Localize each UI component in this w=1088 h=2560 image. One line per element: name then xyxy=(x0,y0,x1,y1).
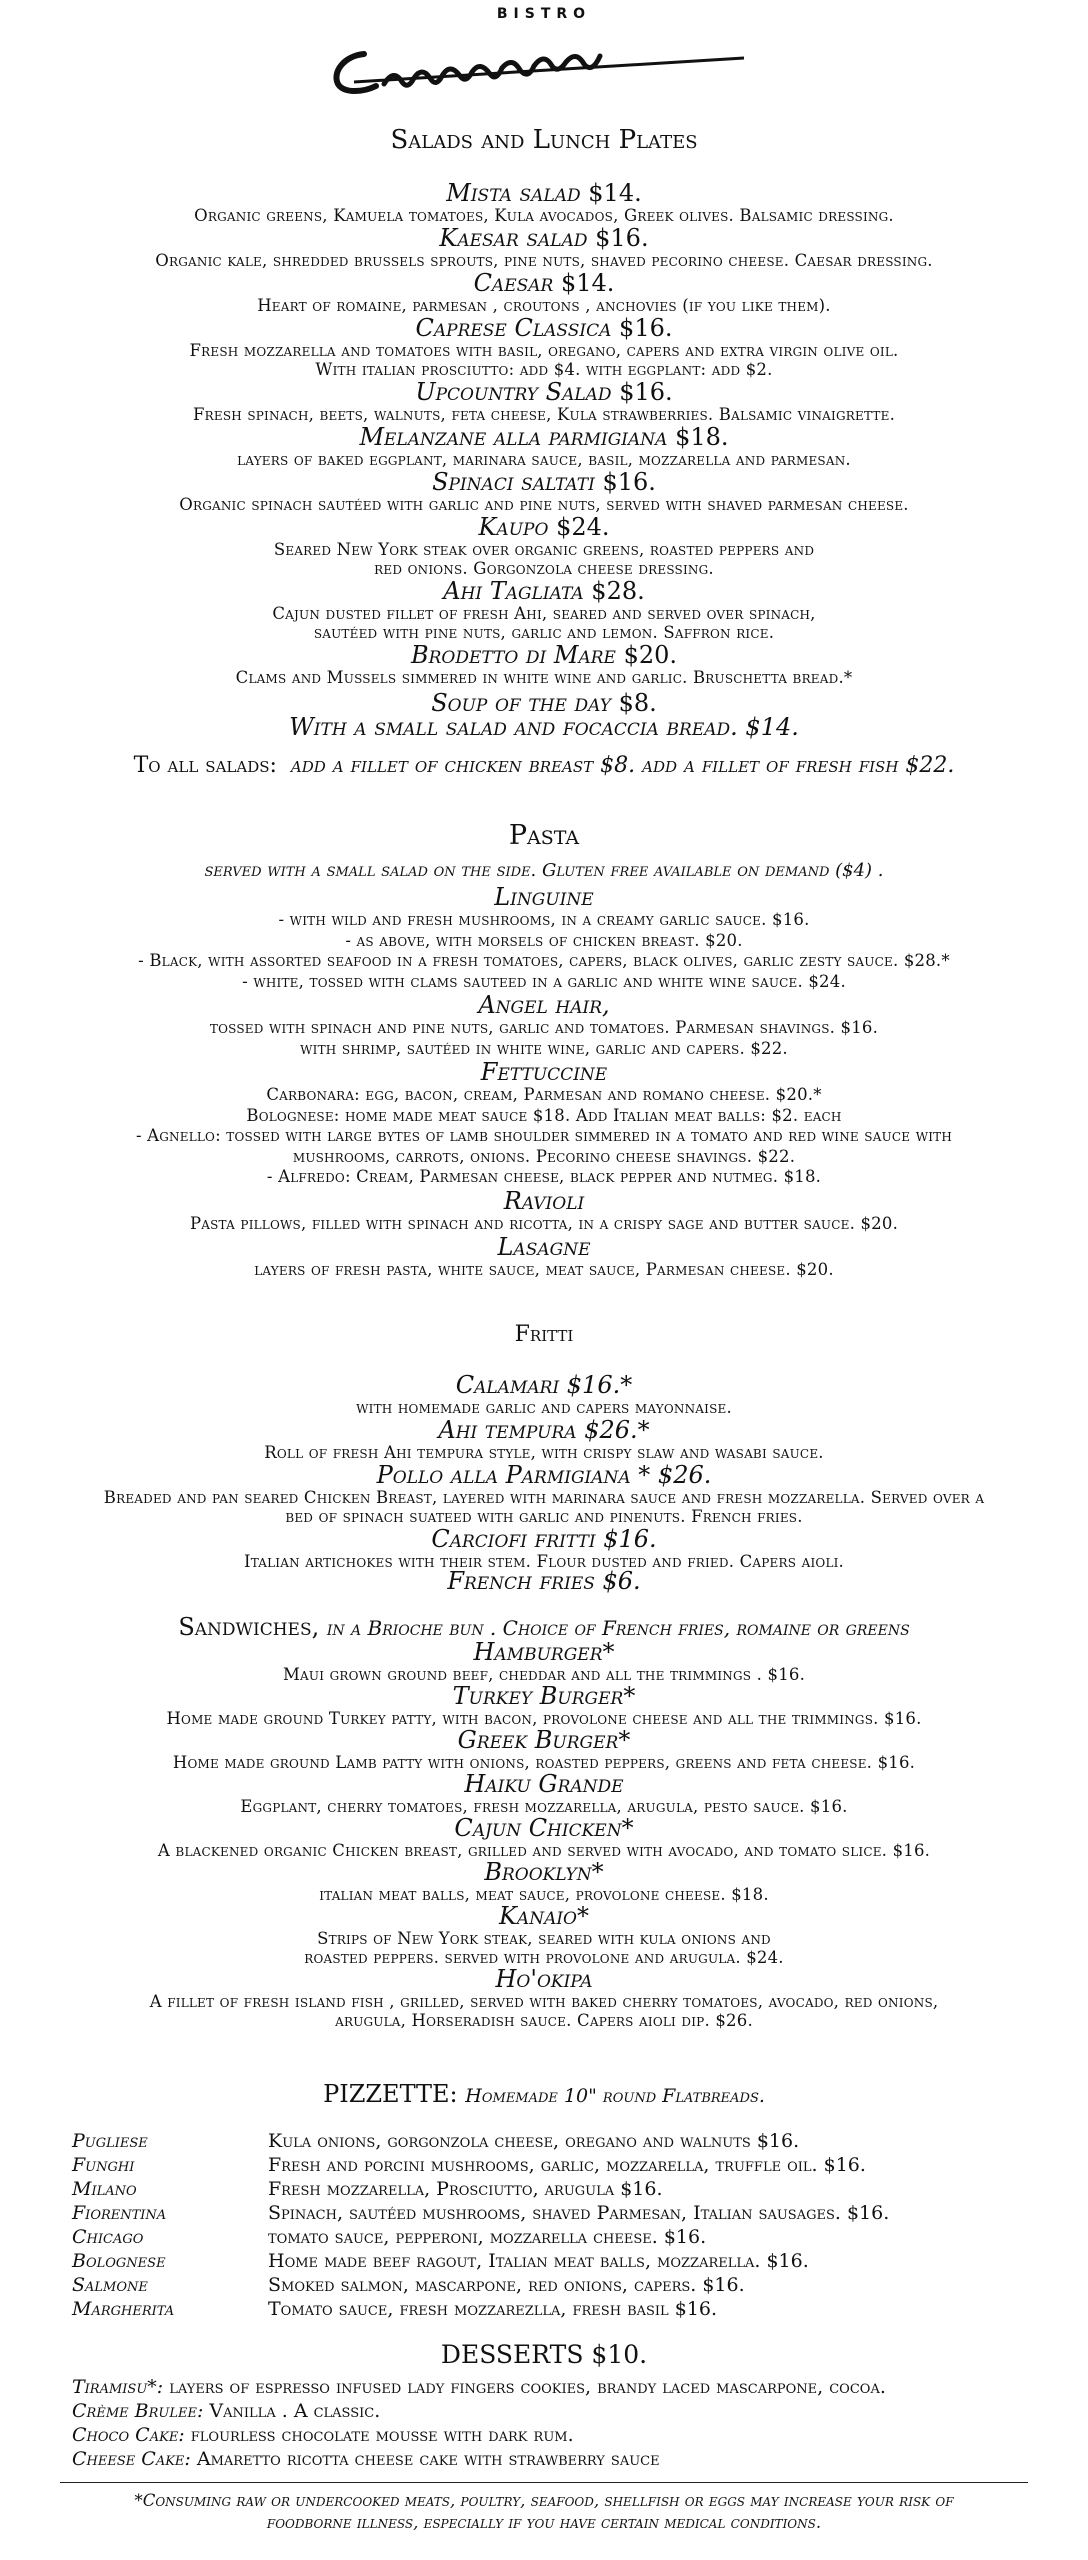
fritti-item-desc: with homemade garlic and capers mayonnaise. xyxy=(356,1398,732,1417)
pizzetta-name: Bolognese xyxy=(72,2250,166,2272)
salad-item-desc: Fresh mozzarella and tomatoes with basil, oregano, capers and extra virgin olive oil. xyxy=(189,341,899,360)
sandwich-item-desc: Home made ground Lamb patty with onions, roasted peppers, greens and feta cheese. $16. xyxy=(172,1753,916,1772)
salads-list xyxy=(0,180,1088,687)
salads-section-title: Salads and Lunch Plates xyxy=(390,125,698,155)
salad-item-name: Kaupo xyxy=(478,513,549,541)
sandwich-item-desc: A fillet of fresh island fish , grilled, served with baked cherry tomatoes, avocado, red onions, xyxy=(149,1992,939,2011)
sandwich-item-title: Kanaio* xyxy=(498,1902,589,1930)
sandwich-item-desc: A blackened organic Chicken breast, grilled and served with avocado, and tomato slice. $16. xyxy=(157,1841,931,1860)
pasta-item-desc: tossed with spinach and pine nuts, garlic and tomatoes. Parmesan shavings. $16. xyxy=(209,1018,879,1037)
pasta-item-desc: - Alfredo: Cream, Parmesan cheese, black pepper and nutmeg. $18. xyxy=(266,1167,822,1186)
french-fries: French fries $6. xyxy=(447,1567,641,1595)
salad-item-title xyxy=(0,642,1088,668)
sandwich-item-title: Cajun Chicken* xyxy=(454,1814,634,1842)
brand-top-text: BISTRO xyxy=(496,6,592,22)
pasta-item-title: Angel hair, xyxy=(478,991,610,1019)
pizzetta-row xyxy=(72,2178,1072,2202)
dessert-row xyxy=(72,2400,1072,2422)
salad-item-desc: Cajun dusted fillet of fresh Ahi, seared and served over spinach, xyxy=(272,604,816,623)
salad-item-name: Upcountry Salad xyxy=(415,378,612,406)
dessert-desc: Amaretto ricotta cheese cake with strawberry sauce xyxy=(190,2448,660,2470)
pasta-item-title: Lasagne xyxy=(497,1233,591,1261)
pasta-list xyxy=(0,884,1088,1281)
pizzette-header: PIZZETTE: Homemade 10" round Flatbreads. xyxy=(323,2080,765,2108)
pasta-item-desc: Bolognese: home made meat sauce $18. Add Italian meat balls: $2. each xyxy=(246,1105,842,1125)
sandwich-item-desc: arugula, Horseradish sauce. Capers aioli dip. $26. xyxy=(335,2011,753,2030)
pizzetta-name: Fiorentina xyxy=(72,2202,167,2224)
pizzetta-name: Salmone xyxy=(72,2274,148,2296)
salad-item-title xyxy=(0,379,1088,405)
salad-item-name: Mista salad xyxy=(446,179,581,207)
fritti-section-title: Fritti xyxy=(514,1322,574,1347)
fritti-item-desc: Breaded and pan seared Chicken Breast, layered with marinara sauce and fresh mozzarella. Served over a xyxy=(103,1488,985,1507)
pizzetta-desc: Tomato sauce, fresh mozzarezlla, fresh basil $16. xyxy=(268,2298,718,2320)
fritti-item-title: Ahi tempura $26.* xyxy=(438,1416,650,1444)
fritti-list xyxy=(0,1372,1088,1571)
salad-item-price: $18. xyxy=(675,423,729,451)
dessert-row xyxy=(72,2424,1072,2446)
pizzetta-row xyxy=(72,2226,1072,2250)
sandwich-item-title: Hamburger* xyxy=(473,1638,615,1666)
dessert-row xyxy=(72,2448,1072,2470)
salad-item-desc: With italian prosciutto: add $4. with eggplant: add $2. xyxy=(315,360,773,379)
casanova-logo xyxy=(324,34,764,104)
sandwiches-header: Sandwiches, in a Brioche bun . Choice of French fries, romaine or greens xyxy=(178,1613,910,1641)
pizzetta-name: Funghi xyxy=(72,2154,135,2176)
pizzetta-desc: Fresh mozzarella, Prosciutto, arugula $16. xyxy=(268,2178,663,2200)
pizzetta-row xyxy=(72,2202,1072,2226)
pasta-item-title: Fettuccine xyxy=(480,1058,608,1086)
pasta-item-desc: - Black, with assorted seafood in a fresh tomatoes, capers, black olives, garlic zesty sauce. $28.* xyxy=(138,951,950,970)
dessert-desc: layers of espresso infused lady fingers cookies, brandy laced mascarpone, cocoa. xyxy=(163,2376,886,2398)
salad-item-desc: red onions. Gorgonzola cheese dressing. xyxy=(374,559,714,578)
sandwich-item-title: Greek Burger* xyxy=(457,1726,631,1754)
salad-item-desc: Fresh spinach, beets, walnuts, feta cheese, Kula strawberries. Balsamic vinaigrette. xyxy=(192,405,896,424)
sandwich-item-desc: Home made ground Turkey patty, with bacon, provolone cheese and all the trimmings. $16. xyxy=(166,1709,922,1728)
sandwich-item-desc: italian meat balls, meat sauce, provolone cheese. $18. xyxy=(319,1885,769,1904)
pasta-item-desc: - as above, with morsels of chicken breast. $20. xyxy=(345,930,743,950)
salad-item-name: Brodetto di Mare xyxy=(410,641,616,669)
dessert-row xyxy=(72,2376,1072,2398)
salad-item-price: $16. xyxy=(619,314,673,342)
sandwich-item-desc: Strips of New York steak, seared with kula onions and xyxy=(317,1929,771,1948)
pizzetta-desc: Kula onions, gorgonzola cheese, oregano and walnuts $16. xyxy=(268,2130,800,2152)
salad-item-price: $28. xyxy=(591,577,645,605)
salad-item-desc: Heart of romaine, parmesan , croutons , anchovies (if you like them). xyxy=(257,296,831,315)
sandwich-item-title: Turkey Burger* xyxy=(452,1682,636,1710)
pizzetta-name: Pugliese xyxy=(72,2130,148,2152)
pizzetta-name: Chicago xyxy=(72,2226,144,2248)
salad-item-title xyxy=(0,225,1088,251)
pizzetta-row xyxy=(72,2274,1072,2298)
salad-item-title xyxy=(0,424,1088,450)
pizzetta-desc: Spinach, sautéed mushrooms, shaved Parmesan, Italian sausages. $16. xyxy=(268,2202,890,2224)
salad-item-title xyxy=(0,469,1088,495)
pasta-item-title: Ravioli xyxy=(503,1186,585,1215)
pasta-item-desc: - with wild and fresh mushrooms, in a creamy garlic sauce. $16. xyxy=(278,910,810,929)
salad-item-desc: Organic greens, Kamuela tomatoes, Kula avocados, Greek olives. Balsamic dressing. xyxy=(194,206,894,225)
salad-item-title xyxy=(0,578,1088,604)
salad-item-desc: Clams and Mussels simmered in white wine and garlic. Bruschetta bread.* xyxy=(235,668,853,687)
pasta-item-desc: Carbonara: egg, bacon, cream, Parmesan and romano cheese. $20.* xyxy=(266,1085,822,1104)
fritti-item-title: Pollo alla Parmigiana * $26. xyxy=(376,1461,712,1489)
salad-item-price: $14. xyxy=(560,269,615,297)
pasta-item-desc: - Agnello: tossed with large bytes of lamb shoulder simmered in a tomato and red wine sauce with xyxy=(135,1126,953,1145)
salad-item-price: $24. xyxy=(556,513,610,541)
pizzetta-name: Milano xyxy=(72,2178,137,2200)
pasta-item-title: Linguine xyxy=(494,883,594,911)
sandwich-item-title: Ho'okipa xyxy=(495,1965,593,1993)
pizzetta-name: Margherita xyxy=(72,2298,175,2320)
dessert-desc: flourless chocolate mousse with dark rum. xyxy=(184,2424,574,2446)
salad-item-title xyxy=(0,270,1088,296)
dessert-desc: Vanilla . A classic. xyxy=(203,2400,381,2422)
soup-line2: With a small salad and focaccia bread. $14. xyxy=(289,713,799,741)
pizzetta-desc: tomato sauce, pepperoni, mozzarella cheese. $16. xyxy=(268,2226,707,2248)
soup-title: Soup of the day $8. xyxy=(431,689,657,717)
footer-line1: *Consuming raw or undercooked meats, poultry, seafood, shellfish or eggs may increase your risk of xyxy=(134,2491,954,2510)
pasta-item-desc: with shrimp, sautéed in white wine, garlic and capers. $22. xyxy=(300,1038,788,1058)
salad-item-price: $16. xyxy=(602,468,656,496)
fritti-item-desc: bed of spinach suateed with garlic and pinenuts. French fries. xyxy=(285,1507,803,1526)
pizzetta-desc: Fresh and porcini mushrooms, garlic, mozzarella, truffle oil. $16. xyxy=(268,2154,866,2176)
salad-item-name: Caprese Classica xyxy=(415,314,612,342)
fritti-item-desc: Italian artichokes with their stem. Flour dusted and fried. Capers aioli. xyxy=(243,1552,845,1571)
salad-item-desc: layers of baked eggplant, marinara sauce, basil, mozzarella and parmesan. xyxy=(237,450,851,469)
salad-item-desc: sautéed with pine nuts, garlic and lemon. Saffron rice. xyxy=(313,623,775,642)
salad-item-name: Kaesar salad xyxy=(439,224,588,252)
to-all-salads: To all salads: add a fillet of chicken breast $8. add a fillet of fresh fish $22. xyxy=(133,753,955,778)
salad-item-title xyxy=(0,514,1088,540)
pizzetta-desc: Smoked salmon, mascarpone, red onions, capers. $16. xyxy=(268,2274,745,2296)
salad-item-name: Spinaci saltati xyxy=(432,468,595,496)
pasta-item-desc: - white, tossed with clams sauteed in a garlic and white wine sauce. $24. xyxy=(242,971,846,991)
pasta-item-desc: layers of fresh pasta, white sauce, meat sauce, Parmesan cheese. $20. xyxy=(254,1260,834,1279)
sandwich-item-desc: Maui grown ground beef, cheddar and all the trimmings . $16. xyxy=(282,1665,806,1684)
pizzetta-row xyxy=(72,2298,1072,2322)
pizzetta-desc: Home made beef ragout, Italian meat balls, mozzarella. $16. xyxy=(268,2250,809,2272)
sandwich-item-desc: Eggplant, cherry tomatoes, fresh mozzarella, arugula, pesto sauce. $16. xyxy=(240,1797,848,1816)
salad-item-price: $14. xyxy=(588,179,642,207)
salad-item-desc: Seared New York steak over organic greens, roasted peppers and xyxy=(273,540,815,559)
sandwich-item-desc: roasted peppers. served with provolone and arugula. $24. xyxy=(304,1948,784,1967)
pasta-item-desc: Pasta pillows, filled with spinach and ricotta, in a crispy sage and butter sauce. $20. xyxy=(189,1213,899,1233)
pasta-subtitle: served with a small salad on the side. Gluten free available on demand ($4) . xyxy=(204,860,884,881)
pasta-item-desc: mushrooms, carrots, onions. Pecorino cheese shavings. $22. xyxy=(292,1146,796,1166)
pizzetta-row xyxy=(72,2130,1072,2154)
salad-item-price: $16. xyxy=(619,378,673,406)
dessert-name: Tiramisu*: xyxy=(72,2376,164,2398)
pizzetta-row xyxy=(72,2250,1072,2274)
salad-item-name: Melanzane alla parmigiana xyxy=(359,423,668,451)
fritti-item-desc: Roll of fresh Ahi tempura style, with crispy slaw and wasabi sauce. xyxy=(264,1443,824,1462)
footer-line2: foodborne illness, especially if you have certain medical conditions. xyxy=(266,2513,822,2532)
dessert-name: Crème Brulee: xyxy=(72,2400,204,2422)
salad-item-price: $20. xyxy=(623,641,678,669)
desserts-title: DESSERTS $10. xyxy=(440,2340,648,2369)
sandwich-item-title: Brooklyn* xyxy=(484,1858,604,1886)
salad-item-title xyxy=(0,315,1088,341)
salad-item-desc: Organic kale, shredded brussels sprouts, pine nuts, shaved pecorino cheese. Caesar dressing. xyxy=(155,251,933,270)
salad-item-price: $16. xyxy=(595,224,649,252)
salad-item-name: Caesar xyxy=(473,269,554,297)
fritti-item-title: Carciofi fritti $16. xyxy=(431,1525,657,1553)
dessert-name: Cheese Cake: xyxy=(72,2448,191,2470)
sandwich-item-title: Haiku Grande xyxy=(464,1770,624,1798)
salad-item-title xyxy=(0,180,1088,206)
salad-item-desc: Organic spinach sautéed with garlic and pine nuts, served with shaved parmesan cheese. xyxy=(179,495,909,514)
salad-item-name: Ahi Tagliata xyxy=(443,577,584,605)
pizzetta-row xyxy=(72,2154,1072,2178)
sandwiches-list xyxy=(0,1640,1088,2030)
fritti-item-title: Calamari $16.* xyxy=(455,1371,633,1399)
footer-rule xyxy=(60,2482,1028,2483)
dessert-name: Choco Cake: xyxy=(72,2424,185,2446)
pasta-section-title: Pasta xyxy=(508,820,580,851)
